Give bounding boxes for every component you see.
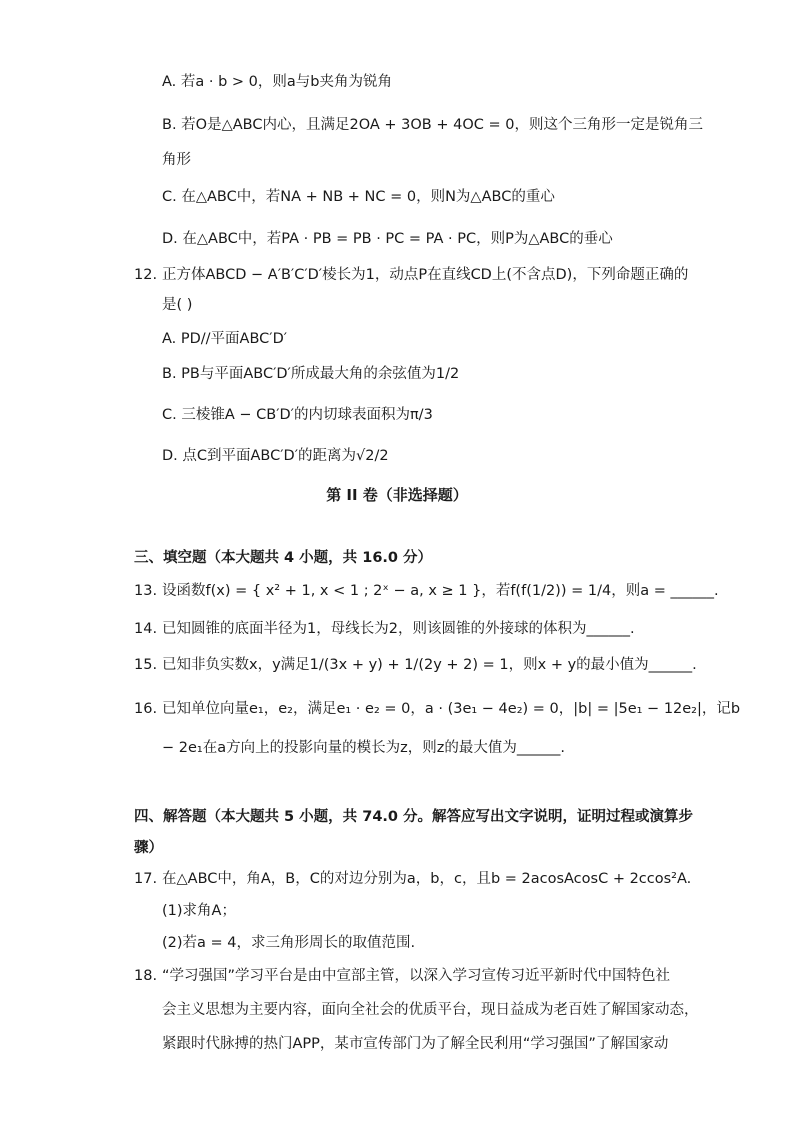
q12-option-b: B. PB与平面ABC′D′所成最大角的余弦值为1/2	[162, 366, 460, 382]
section3-title: 三、填空题（本大题共 4 小题，共 16.0 分）	[134, 550, 433, 566]
q17-part1: (1)求角A；	[162, 903, 236, 919]
q11-option-b-line1: B. 若O是△ABC内心，且满足2OA + 3OB + 4OC = 0，则这个三角形一定是锐角三	[162, 117, 703, 133]
q15-number: 15.	[134, 657, 158, 673]
q18-line1: “学习强国”学习平台是由中宣部主管，以深入学习宣传习近平新时代中国特色社	[162, 968, 671, 984]
q16-line2: − 2e₁在a方向上的投影向量的模长为z，则z的最大值为______.	[162, 740, 565, 756]
q16-number: 16.	[134, 701, 158, 717]
q12-option-c: C. 三棱锥A − CB′D′的内切球表面积为π/3	[162, 407, 433, 423]
q18-line2: 会主义思想为主要内容，面向全社会的优质平台，现日益成为老百姓了解国家动态，	[162, 1002, 699, 1018]
section4-title-line2: 骤）	[134, 840, 163, 856]
q11-option-b-line2: 角形	[162, 152, 191, 168]
q12-stem-line2: 是( )	[162, 297, 193, 313]
q12-stem-line1: 正方体ABCD − A′B′C′D′棱长为1，动点P在直线CD上(不含点D)，下列命题正确的	[162, 267, 689, 283]
q11-option-a: A. 若a · b > 0，则a与b夹角为锐角	[162, 74, 392, 90]
q18-number: 18.	[134, 968, 158, 984]
q18-line3: 紧跟时代脉搏的热门APP，某市宣传部门为了解全民利用“学习强国”了解国家动	[162, 1036, 669, 1052]
q14-number: 14.	[134, 621, 158, 637]
q13-number: 13.	[134, 583, 158, 599]
q14-text: 已知圆锥的底面半径为1，母线长为2，则该圆锥的外接球的体积为______.	[162, 621, 635, 637]
section4-title-line1: 四、解答题（本大题共 5 小题，共 74.0 分。解答应写出文字说明，证明过程或演算步	[134, 809, 694, 825]
q15-text: 已知非负实数x，y满足1/(3x + y) + 1/(2y + 2) = 1，则x + y的最小值为______.	[162, 657, 697, 673]
q12-number: 12.	[134, 267, 158, 283]
q13-text: 设函数f(x) = { x² + 1, x < 1 ; 2ˣ − a, x ≥ 1 }，若f(f(1/2)) = 1/4，则a = ______.	[162, 583, 719, 599]
q16-line1: 已知单位向量e₁，e₂，满足e₁ · e₂ = 0，a · (3e₁ − 4e₂) = 0，|b| = |5e₁ − 12e₂|，记b	[162, 701, 741, 717]
q17-stem: 在△ABC中，角A，B，C的对边分别为a，b，c，且b = 2acosAcosC + 2ccos²A.	[162, 871, 692, 887]
q12-option-a: A. PD//平面ABC′D′	[162, 331, 288, 347]
part2-heading: 第 II 卷（非选择题）	[326, 486, 468, 504]
q11-option-d: D. 在△ABC中，若PA · PB = PB · PC = PA · PC，则P为△ABC的垂心	[162, 231, 613, 247]
q17-number: 17.	[134, 871, 158, 887]
q11-option-c: C. 在△ABC中，若NA + NB + NC = 0，则N为△ABC的重心	[162, 189, 555, 205]
q12-option-d: D. 点C到平面ABC′D′的距离为√2/2	[162, 448, 389, 464]
q17-part2: (2)若a = 4，求三角形周长的取值范围.	[162, 935, 416, 951]
